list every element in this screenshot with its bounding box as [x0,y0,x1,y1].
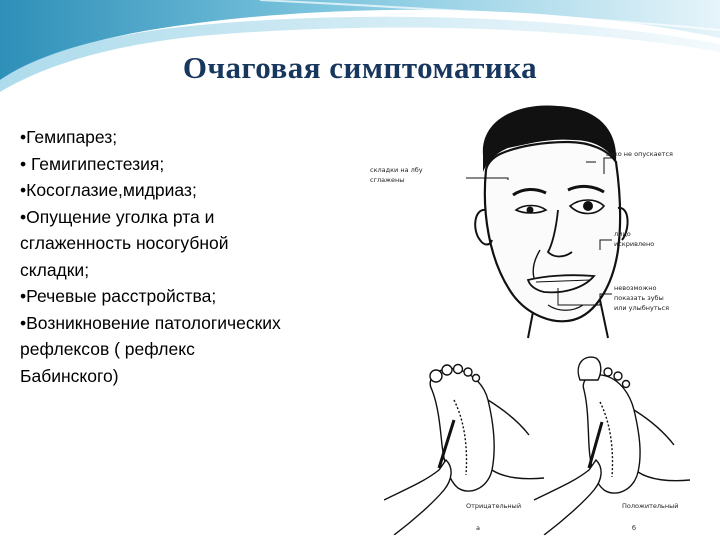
bullet-item: •Косоглазие,мидриаз; [20,180,197,200]
label-teeth: невозможно показать зубы или улыбнуться [614,284,670,312]
bullet-item: •Речевые расстройства; [20,286,217,306]
label-forehead: складки на лбу сглажены [370,166,423,184]
label-a: а [476,524,480,532]
bullet-item: • Гемигипестезия; [20,153,165,174]
label-positive: Положительный [622,502,679,510]
bullet-item: •Гемипарез; [20,127,118,147]
bullet-item: •Возникновение патологических рефлексов ( рефлекс Бабинского) [20,312,281,386]
bullet-list [20,124,390,389]
bullet-item: •Опущение уголка рта и сглаженность носогубной складки; [20,206,229,280]
label-face: лицо искривлено [614,230,655,248]
label-b: б [632,524,637,532]
label-eyelid: веко не опускается [606,150,673,158]
babinski-reflex-illustration [384,350,714,535]
slide-title: Очаговая симптоматика [182,50,538,85]
facial-palsy-illustration [368,100,708,340]
label-negative: Отрицательный [466,502,522,510]
